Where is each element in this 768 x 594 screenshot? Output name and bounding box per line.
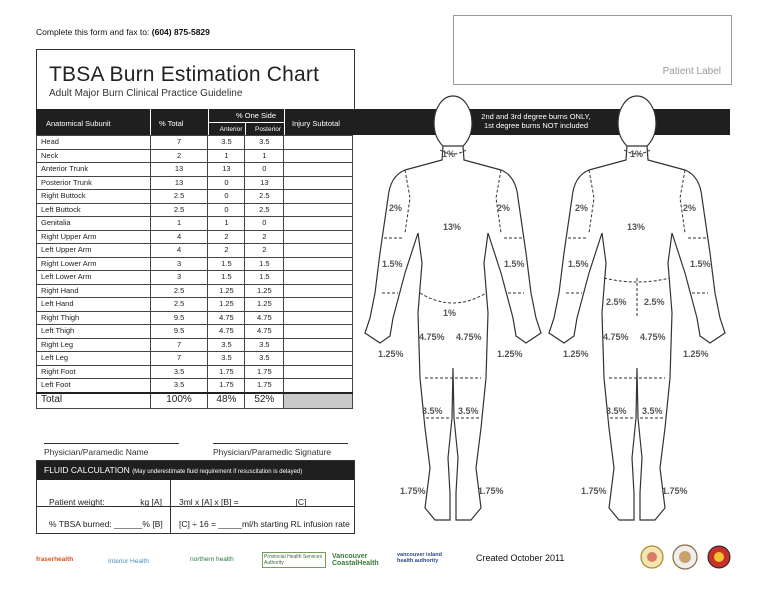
cell-injury-subtotal[interactable] xyxy=(284,298,353,312)
cell-injury-subtotal[interactable] xyxy=(284,203,353,217)
fluid-formula-2: [C] ÷ 16 = _____ml/h starting RL infusion rate xyxy=(179,519,350,529)
cell-anterior: 0 xyxy=(208,176,245,190)
cell-anterior: 13 xyxy=(208,163,245,177)
trunk-front-pct: 13% xyxy=(443,222,462,232)
interior-health-logo: Interior Health xyxy=(108,558,149,565)
cell-posterior: 13 xyxy=(245,176,284,190)
foot-2-pct: 1.75% xyxy=(478,486,504,496)
cell-subunit: Head xyxy=(37,136,151,150)
vch-logo: Vancouver CoastalHealth xyxy=(332,553,379,567)
table-row xyxy=(37,163,353,177)
table-row xyxy=(37,190,353,204)
buttock-right-pct: 2.5% xyxy=(606,297,627,307)
genital-pct: 1% xyxy=(443,308,457,318)
cell-injury-subtotal[interactable] xyxy=(284,284,353,298)
cell-injury-subtotal[interactable] xyxy=(284,393,353,409)
cell-subunit: Right Thigh xyxy=(37,311,151,325)
table-row xyxy=(37,365,353,379)
fax-instruction: Complete this form and fax to: (604) 875-5829 xyxy=(36,27,210,37)
cell-posterior: 1 xyxy=(245,149,284,163)
phsa-logo: Provincial Health Services Authority xyxy=(262,552,326,568)
cell-posterior: 1.25 xyxy=(245,298,284,312)
shoulder-right-back-pct: 2% xyxy=(683,203,697,213)
cell-injury-subtotal[interactable] xyxy=(284,325,353,339)
cell-subunit: Genitalia xyxy=(37,217,151,231)
shoulder-right-front-pct: 2% xyxy=(389,203,403,213)
shoulder-left-back-pct: 2% xyxy=(575,203,589,213)
cell-posterior: 0 xyxy=(245,163,284,177)
cell-posterior: 3.5 xyxy=(245,338,284,352)
cell-anterior: 4.75 xyxy=(208,311,245,325)
cell-posterior: 1.75 xyxy=(245,379,284,393)
upper-arm-4-pct: 1.5% xyxy=(690,259,711,269)
cell-anterior: 4.75 xyxy=(208,325,245,339)
cell-posterior: 3.5 xyxy=(245,136,284,150)
hand-3-pct: 1.25% xyxy=(563,349,589,359)
cell-anterior: 48% xyxy=(208,393,245,409)
hand-2-pct: 1.25% xyxy=(497,349,523,359)
table-row xyxy=(37,244,353,258)
table-row xyxy=(37,298,353,312)
cell-total: 7 xyxy=(150,338,208,352)
cell-total: 2.5 xyxy=(150,190,208,204)
foot-1-pct: 1.75% xyxy=(400,486,426,496)
cell-subunit: Right Foot xyxy=(37,365,151,379)
cell-posterior: 1.5 xyxy=(245,271,284,285)
tbsa-burned-field[interactable]: % TBSA burned: ______% [B] xyxy=(49,519,163,529)
cell-posterior: 1.75 xyxy=(245,365,284,379)
cell-anterior: 0 xyxy=(208,190,245,204)
upper-arm-2-pct: 1.5% xyxy=(504,259,525,269)
cell-injury-subtotal[interactable] xyxy=(284,176,353,190)
cell-total: 13 xyxy=(150,163,208,177)
table-row xyxy=(37,271,353,285)
table-row xyxy=(37,217,353,231)
page-subtitle: Adult Major Burn Clinical Practice Guideline xyxy=(49,88,243,99)
cell-posterior: 2.5 xyxy=(245,190,284,204)
table-row xyxy=(37,325,353,339)
seal-icons xyxy=(640,543,732,573)
thigh-3-pct: 4.75% xyxy=(603,332,629,342)
cell-anterior: 0 xyxy=(208,203,245,217)
cell-total: 2 xyxy=(150,149,208,163)
cell-total: 3 xyxy=(150,271,208,285)
cell-total: 4 xyxy=(150,230,208,244)
fluid-heading: FLUID CALCULATION (May underestimate fluid requirement if resuscitation is delayed) xyxy=(37,461,354,480)
cell-posterior: 52% xyxy=(245,393,284,409)
cell-subunit: Neck xyxy=(37,149,151,163)
cell-subunit: Total xyxy=(37,393,151,409)
table-row xyxy=(37,230,353,244)
cell-anterior: 1.75 xyxy=(208,379,245,393)
cell-posterior: 1.25 xyxy=(245,284,284,298)
created-date: Created October 2011 xyxy=(476,553,565,563)
cell-anterior: 1.5 xyxy=(208,257,245,271)
cell-subunit: Left Foot xyxy=(37,379,151,393)
fluid-formula-1: 3ml x [A] x [B] = ___________ [C] xyxy=(179,497,307,507)
cell-total: 7 xyxy=(150,136,208,150)
cell-injury-subtotal[interactable] xyxy=(284,230,353,244)
table-row xyxy=(37,352,353,366)
cell-total: 100% xyxy=(150,393,208,409)
neck-front-pct: 1% xyxy=(442,149,456,159)
fraserhealth-logo: fraserhealth xyxy=(36,556,74,563)
cell-subunit: Right Buttock xyxy=(37,190,151,204)
table-row xyxy=(37,311,353,325)
degree-note: 2nd and 3rd degree burns ONLY, 1st degree burns NOT included xyxy=(481,112,591,130)
neck-back-pct: 1% xyxy=(630,149,644,159)
cell-subunit: Left Buttock xyxy=(37,203,151,217)
leg-1-pct: 3.5% xyxy=(422,406,443,416)
thigh-2-pct: 4.75% xyxy=(456,332,482,342)
col-header-posterior: Posterior xyxy=(254,126,281,133)
page-title: TBSA Burn Estimation Chart xyxy=(49,63,320,86)
shoulder-left-front-pct: 2% xyxy=(497,203,511,213)
col-header-anterior: Anterior xyxy=(219,126,243,133)
cell-anterior: 3.5 xyxy=(208,338,245,352)
viha-logo: vancouver island health authority xyxy=(397,552,442,564)
upper-arm-3-pct: 1.5% xyxy=(568,259,589,269)
table-row xyxy=(37,257,353,271)
physician-name-line[interactable]: Physician/Paramedic Name xyxy=(44,443,179,457)
cell-anterior: 1.5 xyxy=(208,271,245,285)
cell-posterior: 1.5 xyxy=(245,257,284,271)
cell-injury-subtotal[interactable] xyxy=(284,379,353,393)
leg-4-pct: 3.5% xyxy=(642,406,663,416)
title-box xyxy=(36,49,355,110)
cell-subunit: Right Upper Arm xyxy=(37,230,151,244)
cell-posterior: 2.5 xyxy=(245,203,284,217)
cell-injury-subtotal[interactable] xyxy=(284,244,353,258)
cell-total: 9.5 xyxy=(150,325,208,339)
leg-3-pct: 3.5% xyxy=(606,406,627,416)
col-header-total: % Total xyxy=(159,119,184,128)
table-row xyxy=(37,136,353,150)
table-row xyxy=(37,176,353,190)
fax-number: (604) 875-5829 xyxy=(151,27,210,37)
cell-injury-subtotal[interactable] xyxy=(284,338,353,352)
cell-subunit: Right Leg xyxy=(37,338,151,352)
col-header-subunit: Anatomical Subunit xyxy=(46,119,111,128)
cell-posterior: 4.75 xyxy=(245,325,284,339)
patient-weight-field[interactable]: Patient weight: _______kg [A] xyxy=(49,497,162,507)
cell-anterior: 3.5 xyxy=(208,136,245,150)
cell-injury-subtotal[interactable] xyxy=(284,311,353,325)
cell-injury-subtotal[interactable] xyxy=(284,163,353,177)
cell-total: 13 xyxy=(150,176,208,190)
foot-3-pct: 1.75% xyxy=(581,486,607,496)
cell-posterior: 2 xyxy=(245,244,284,258)
cell-total: 3.5 xyxy=(150,365,208,379)
col-header-injury: Injury Subtotal xyxy=(292,119,340,128)
fluid-calculation-box xyxy=(36,460,355,534)
thigh-1-pct: 4.75% xyxy=(419,332,445,342)
tbsa-table xyxy=(36,135,353,409)
patient-label-text: Patient Label xyxy=(662,66,721,77)
cell-injury-subtotal[interactable] xyxy=(284,365,353,379)
table-row xyxy=(37,379,353,393)
cell-anterior: 3.5 xyxy=(208,352,245,366)
cell-anterior: 1.75 xyxy=(208,365,245,379)
cell-total: 2.5 xyxy=(150,284,208,298)
cell-injury-subtotal[interactable] xyxy=(284,257,353,271)
cell-posterior: 2 xyxy=(245,230,284,244)
table-row xyxy=(37,338,353,352)
cell-subunit: Anterior Trunk xyxy=(37,163,151,177)
cell-subunit: Right Lower Arm xyxy=(37,257,151,271)
table-row xyxy=(37,149,353,163)
thigh-4-pct: 4.75% xyxy=(640,332,666,342)
northern-health-logo: northern health xyxy=(190,556,234,563)
cell-injury-subtotal[interactable] xyxy=(284,190,353,204)
col-header-one-side: % One Side xyxy=(235,111,277,120)
cell-subunit: Right Hand xyxy=(37,284,151,298)
cell-subunit: Left Hand xyxy=(37,298,151,312)
cell-total: 2.5 xyxy=(150,298,208,312)
cell-total: 9.5 xyxy=(150,311,208,325)
table-row xyxy=(37,203,353,217)
cell-subunit: Left Thigh xyxy=(37,325,151,339)
hand-1-pct: 1.25% xyxy=(378,349,404,359)
cell-subunit: Left Leg xyxy=(37,352,151,366)
cell-injury-subtotal[interactable] xyxy=(284,217,353,231)
cell-total: 4 xyxy=(150,244,208,258)
body-diagrams xyxy=(360,88,730,533)
cell-posterior: 0 xyxy=(245,217,284,231)
cell-injury-subtotal[interactable] xyxy=(284,149,353,163)
patient-label-box[interactable] xyxy=(453,15,732,85)
foot-4-pct: 1.75% xyxy=(662,486,688,496)
cell-posterior: 4.75 xyxy=(245,311,284,325)
leg-2-pct: 3.5% xyxy=(458,406,479,416)
physician-signature-line[interactable]: Physician/Paramedic Signature xyxy=(213,443,348,457)
cell-total: 1 xyxy=(150,217,208,231)
table-row xyxy=(37,284,353,298)
cell-posterior: 3.5 xyxy=(245,352,284,366)
buttock-left-pct: 2.5% xyxy=(644,297,665,307)
cell-anterior: 1 xyxy=(208,217,245,231)
cell-anterior: 1 xyxy=(208,149,245,163)
cell-total: 3 xyxy=(150,257,208,271)
cell-anterior: 2 xyxy=(208,230,245,244)
cell-subunit: Left Upper Arm xyxy=(37,244,151,258)
upper-arm-1-pct: 1.5% xyxy=(382,259,403,269)
cell-injury-subtotal[interactable] xyxy=(284,271,353,285)
cell-anterior: 2 xyxy=(208,244,245,258)
cell-injury-subtotal[interactable] xyxy=(284,136,353,150)
trunk-back-pct: 13% xyxy=(627,222,646,232)
total-row xyxy=(37,393,353,409)
cell-total: 7 xyxy=(150,352,208,366)
cell-total: 2.5 xyxy=(150,203,208,217)
cell-anterior: 1.25 xyxy=(208,298,245,312)
cell-injury-subtotal[interactable] xyxy=(284,352,353,366)
cell-anterior: 1.25 xyxy=(208,284,245,298)
cell-subunit: Left Lower Arm xyxy=(37,271,151,285)
cell-total: 3.5 xyxy=(150,379,208,393)
hand-4-pct: 1.25% xyxy=(683,349,709,359)
cell-subunit: Posterior Trunk xyxy=(37,176,151,190)
